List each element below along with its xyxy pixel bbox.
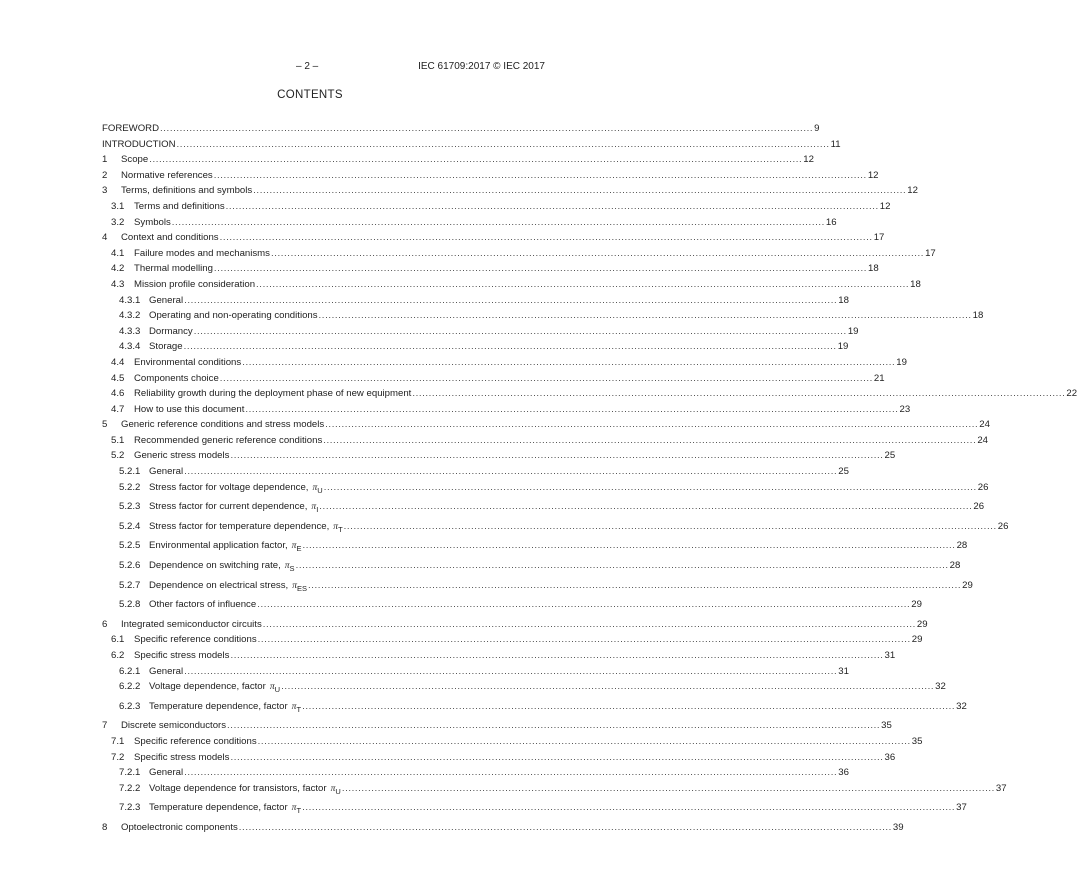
dot-leader: ........................................................................................................................................................................................................ <box>227 720 881 732</box>
entry-number: 3.1 <box>111 200 125 212</box>
entry-symbol: $\pi_E$ <box>291 540 302 554</box>
entry-title: Specific reference conditions <box>134 634 257 646</box>
dot-leader: ........................................................................................................................................................................................................ <box>253 185 907 197</box>
entry-page: 17 <box>925 247 936 259</box>
entry-symbol: $\pi_S$ <box>284 560 295 573</box>
entry-number: 4.3.3 <box>119 325 141 337</box>
entry-title: General <box>149 665 184 677</box>
entry-number: 4.7 <box>111 403 125 415</box>
toc-entry[interactable] <box>102 310 984 326</box>
entry-title: Temperature dependence, factor <box>149 700 288 712</box>
toc-entry[interactable] <box>102 232 885 248</box>
entry-number: 6 <box>102 618 108 630</box>
entry-title: Terms, definitions and symbols <box>121 185 253 197</box>
entry-title: Recommended generic reference conditions <box>134 434 323 446</box>
dot-leader: ........................................................................................................................................................................................................ <box>184 767 838 779</box>
toc-entry[interactable] <box>102 123 820 139</box>
entry-page: 32 <box>935 681 946 693</box>
entry-page: 22 <box>1066 388 1077 400</box>
entry-title: Terms and definitions <box>134 200 225 212</box>
toc-entry[interactable] <box>102 481 989 502</box>
dot-leader: ........................................................................................................................................................................................................ <box>256 278 910 290</box>
entry-number: 4.2 <box>111 263 125 275</box>
entry-number: 6.2.2 <box>119 681 141 693</box>
dot-leader: ........................................................................................................................................................................................................ <box>308 579 962 591</box>
entry-title: Environmental conditions <box>134 356 242 368</box>
entry-page: 18 <box>910 278 921 290</box>
entry-title: Generic stress models <box>134 450 230 462</box>
entry-symbol: $\pi_U$ <box>330 782 341 796</box>
entry-title: Context and conditions <box>121 232 219 244</box>
toc-entry[interactable] <box>102 356 907 373</box>
toc-entry[interactable] <box>102 650 896 666</box>
entry-page: 24 <box>979 419 990 431</box>
toc-entry[interactable] <box>102 735 923 752</box>
entry-title: How to use this document <box>134 403 245 415</box>
dot-leader: ........................................................................................................................................................................................................ <box>230 650 884 661</box>
toc-entry[interactable] <box>102 821 904 838</box>
toc-entry[interactable] <box>102 419 990 435</box>
dot-leader: ........................................................................................................................................................................................................ <box>176 138 830 150</box>
entry-number: 4.5 <box>111 372 125 384</box>
entry-page: 29 <box>911 599 922 611</box>
toc-entry[interactable] <box>102 325 859 342</box>
entry-page: 23 <box>899 403 911 415</box>
entry-title: Dependence on electrical stress, <box>149 579 289 591</box>
entry-title: Discrete semiconductors <box>121 720 227 732</box>
entry-title: Stress factor for voltage dependence, <box>149 481 309 493</box>
dot-leader: ........................................................................................................................................................................................................ <box>184 294 838 306</box>
dot-leader: ........................................................................................................................................................................................................ <box>184 665 838 677</box>
dot-leader: ........................................................................................................................................................................................................ <box>171 216 825 228</box>
entry-symbol: $\pi_T$ <box>291 802 302 816</box>
entry-page: 36 <box>884 751 896 763</box>
page-title: CONTENTS <box>277 89 343 101</box>
entry-title: FOREWORD <box>102 123 160 134</box>
entry-number: 4.3.2 <box>119 310 141 322</box>
dot-leader: ........................................................................................................................................................................................................ <box>183 341 837 353</box>
entry-number: 7.2.3 <box>119 802 141 814</box>
toc-entry[interactable] <box>102 138 841 155</box>
entry-title: Environmental application factor, <box>149 540 288 552</box>
dot-leader: ........................................................................................................................................................................................................ <box>319 501 973 513</box>
dot-leader: ........................................................................................................................................................................................................ <box>213 263 868 275</box>
entry-title: Voltage dependence, factor <box>149 681 266 693</box>
entry-page: 36 <box>838 767 849 779</box>
entry-number: 4.3.1 <box>119 294 141 306</box>
entry-title: Thermal modelling <box>134 263 213 275</box>
dot-leader: ........................................................................................................................................................................................................ <box>325 419 979 431</box>
page-number: – 2 – <box>296 61 319 72</box>
entry-number: 5.2.4 <box>119 520 141 532</box>
dot-leader: ........................................................................................................................................................................................................ <box>230 751 884 763</box>
entry-symbol: $\pi_U$ <box>312 481 323 495</box>
dot-leader: ........................................................................................................................................................................................................ <box>262 618 916 630</box>
entry-number: 3.2 <box>111 216 125 228</box>
toc-entry[interactable] <box>102 802 967 822</box>
toc-entry[interactable] <box>102 681 946 701</box>
toc-entry[interactable] <box>102 450 896 466</box>
entry-number: 4.4 <box>111 356 125 368</box>
entry-page: 28 <box>956 540 968 552</box>
entry-page: 31 <box>838 665 849 677</box>
entry-number: 7 <box>102 720 108 732</box>
entry-number: 6.2.1 <box>119 665 141 677</box>
toc-entry[interactable] <box>102 341 849 357</box>
entry-title: Failure modes and mechanisms <box>134 247 270 259</box>
dot-leader: ........................................................................................................................................................................................................ <box>343 520 997 532</box>
dot-leader: ........................................................................................................................................................................................................ <box>302 540 956 552</box>
entry-number: 4.3.4 <box>119 341 141 353</box>
entry-page: 11 <box>830 138 841 150</box>
toc-entry[interactable] <box>102 200 891 217</box>
toc-entry[interactable] <box>102 599 922 619</box>
toc-entry[interactable] <box>102 263 879 279</box>
entry-number: 4.1 <box>111 247 125 259</box>
dot-leader: ........................................................................................................................................................................................................ <box>295 560 949 572</box>
entry-title: Operating and non-operating conditions <box>149 310 318 322</box>
dot-leader: ........................................................................................................................................................................................................ <box>318 310 972 322</box>
entry-symbol: $\pi_{ES}$ <box>292 579 308 593</box>
toc-entry[interactable] <box>102 618 928 635</box>
entry-number: 6.2 <box>111 650 125 661</box>
entry-number: 7.1 <box>111 735 125 747</box>
dot-leader: ........................................................................................................................................................................................................ <box>302 802 956 814</box>
toc-entry[interactable] <box>102 294 849 311</box>
entry-number: 3 <box>102 185 108 197</box>
standard-reference: IEC 61709:2017 © IEC 2017 <box>418 61 545 72</box>
dot-leader: ........................................................................................................................................................................................................ <box>160 123 814 134</box>
dot-leader: ........................................................................................................................................................................................................ <box>193 325 847 337</box>
toc-entry[interactable] <box>102 388 1077 404</box>
entry-page: 32 <box>956 700 967 712</box>
toc-entry[interactable] <box>102 434 989 451</box>
dot-leader: ........................................................................................................................................................................................................ <box>270 247 925 259</box>
toc-entry[interactable] <box>102 372 885 389</box>
entry-number: 5.2.2 <box>119 481 141 493</box>
entry-title: Generic reference conditions and stress models <box>121 419 325 431</box>
entry-number: 4.3 <box>111 278 125 290</box>
dot-leader: ........................................................................................................................................................................................................ <box>225 200 879 212</box>
entry-page: 9 <box>814 123 820 134</box>
entry-page: 12 <box>879 200 891 212</box>
dot-leader: ........................................................................................................................................................................................................ <box>184 466 838 478</box>
table-of-contents <box>102 123 1077 838</box>
entry-page: 26 <box>997 520 1009 532</box>
entry-page: 29 <box>911 634 923 646</box>
dot-leader: ........................................................................................................................................................................................................ <box>230 450 884 462</box>
toc-entry[interactable] <box>102 782 1007 803</box>
entry-number: 7.2.1 <box>119 767 141 779</box>
dot-leader: ........................................................................................................................................................................................................ <box>213 169 867 181</box>
dot-leader: ........................................................................................................................................................................................................ <box>257 599 911 611</box>
entry-title: Specific reference conditions <box>134 735 257 747</box>
entry-number: 5.2.1 <box>119 466 141 478</box>
entry-number: 7.2 <box>111 751 125 763</box>
toc-entry[interactable] <box>102 720 892 736</box>
entry-title: General <box>149 767 184 779</box>
entry-number: 5.2.7 <box>119 579 141 591</box>
entry-number: 6.1 <box>111 634 125 646</box>
entry-title: Stress factor for temperature dependence, <box>149 520 330 532</box>
toc-entry[interactable] <box>102 767 849 783</box>
entry-number: 2 <box>102 169 108 181</box>
entry-page: 12 <box>803 154 814 166</box>
toc-entry[interactable] <box>102 700 967 721</box>
entry-number: 5.2.3 <box>119 501 141 513</box>
dot-leader: ........................................................................................................................................................................................................ <box>302 700 956 712</box>
entry-title: Specific stress models <box>134 751 230 763</box>
dot-leader: ........................................................................................................................................................................................................ <box>242 356 896 368</box>
entry-page: 16 <box>825 216 837 228</box>
entry-title: General <box>149 294 184 306</box>
entry-page: 19 <box>837 341 849 353</box>
toc-entry[interactable] <box>102 247 936 264</box>
dot-leader: ........................................................................................................................................................................................................ <box>219 372 873 384</box>
entry-title: Storage <box>149 341 183 353</box>
dot-leader: ........................................................................................................................................................................................................ <box>245 403 899 415</box>
entry-title: Dormancy <box>149 325 193 337</box>
entry-page: 25 <box>838 466 849 478</box>
entry-page: 12 <box>867 169 879 181</box>
toc-entry[interactable] <box>102 579 973 600</box>
toc-entry[interactable] <box>102 520 1009 541</box>
toc-entry[interactable] <box>102 403 911 420</box>
entry-number: 7.2.2 <box>119 782 141 794</box>
toc-entry[interactable] <box>102 185 918 201</box>
dot-leader: ........................................................................................................................................................................................................ <box>257 634 911 646</box>
entry-symbol: $\pi_I$ <box>311 501 319 515</box>
toc-entry[interactable] <box>102 634 923 650</box>
toc-entry[interactable] <box>102 278 921 295</box>
entry-page: 18 <box>972 310 984 322</box>
dot-leader: ........................................................................................................................................................................................................ <box>257 735 911 747</box>
entry-title: General <box>149 466 184 478</box>
entry-page: 25 <box>884 450 896 462</box>
entry-title: Temperature dependence, factor <box>149 802 288 814</box>
dot-leader: ........................................................................................................................................................................................................ <box>323 434 977 446</box>
dot-leader: ........................................................................................................................................................................................................ <box>238 821 892 833</box>
dot-leader: ........................................................................................................................................................................................................ <box>281 681 935 693</box>
entry-page: 21 <box>873 372 885 384</box>
toc-entry[interactable] <box>102 216 837 233</box>
entry-title: Other factors of influence <box>149 599 257 611</box>
entry-title: Mission profile consideration <box>134 278 256 290</box>
entry-symbol: $\pi_U$ <box>269 681 281 695</box>
entry-title: Reliability growth during the deployment phase of new equipment <box>134 388 412 400</box>
entry-number: 6.2.3 <box>119 700 141 712</box>
entry-page: 29 <box>962 579 973 591</box>
entry-symbol: $\pi_T$ <box>291 700 302 714</box>
entry-number: 8 <box>102 821 108 833</box>
entry-number: 5.2.8 <box>119 599 141 611</box>
entry-page: 17 <box>873 232 885 244</box>
entry-title: Voltage dependence for transistors, factor <box>149 782 327 794</box>
entry-title: Components choice <box>134 372 219 384</box>
entry-page: 29 <box>916 618 928 630</box>
entry-symbol: $\pi_T$ <box>333 520 343 534</box>
toc-entry[interactable] <box>102 466 849 482</box>
entry-page: 12 <box>907 185 918 197</box>
dot-leader: ........................................................................................................................................................................................................ <box>341 782 995 794</box>
toc-entry[interactable] <box>102 540 968 560</box>
entry-page: 24 <box>977 434 989 446</box>
toc-entry[interactable] <box>102 560 961 580</box>
dot-leader: ........................................................................................................................................................................................................ <box>149 154 803 166</box>
entry-page: 35 <box>911 735 923 747</box>
entry-page: 18 <box>838 294 849 306</box>
entry-page: 37 <box>956 802 967 814</box>
entry-title: Optoelectronic components <box>121 821 238 833</box>
entry-page: 39 <box>892 821 904 833</box>
entry-page: 26 <box>977 481 989 493</box>
entry-title: Specific stress models <box>134 650 230 661</box>
entry-number: 5.2.5 <box>119 540 141 552</box>
entry-page: 19 <box>847 325 859 337</box>
entry-title: INTRODUCTION <box>102 138 176 150</box>
dot-leader: ........................................................................................................................................................................................................ <box>323 481 977 493</box>
entry-number: 5.2.6 <box>119 560 141 572</box>
toc-entry[interactable] <box>102 501 985 521</box>
entry-number: 1 <box>102 154 108 166</box>
entry-title: Stress factor for current dependence, <box>149 501 308 513</box>
entry-page: 26 <box>973 501 985 513</box>
entry-title: Dependence on switching rate, <box>149 560 281 572</box>
entry-number: 5.1 <box>111 434 125 446</box>
entry-number: 5 <box>102 419 108 431</box>
entry-title: Scope <box>121 154 149 166</box>
toc-entry[interactable] <box>102 751 896 768</box>
entry-page: 35 <box>881 720 892 732</box>
toc-entry[interactable] <box>102 169 879 186</box>
entry-title: Integrated semiconductor circuits <box>121 618 262 630</box>
toc-entry[interactable] <box>102 154 814 170</box>
dot-leader: ........................................................................................................................................................................................................ <box>412 388 1066 400</box>
entry-page: 18 <box>868 263 879 275</box>
entry-number: 4.6 <box>111 388 125 400</box>
entry-number: 5.2 <box>111 450 125 462</box>
entry-title: Normative references <box>121 169 213 181</box>
dot-leader: ........................................................................................................................................................................................................ <box>219 232 873 244</box>
entry-number: 4 <box>102 232 108 244</box>
entry-page: 28 <box>949 560 961 572</box>
toc-entry[interactable] <box>102 665 849 682</box>
entry-page: 19 <box>896 356 907 368</box>
entry-title: Symbols <box>134 216 171 228</box>
entry-page: 31 <box>884 650 896 661</box>
entry-page: 37 <box>995 782 1007 794</box>
